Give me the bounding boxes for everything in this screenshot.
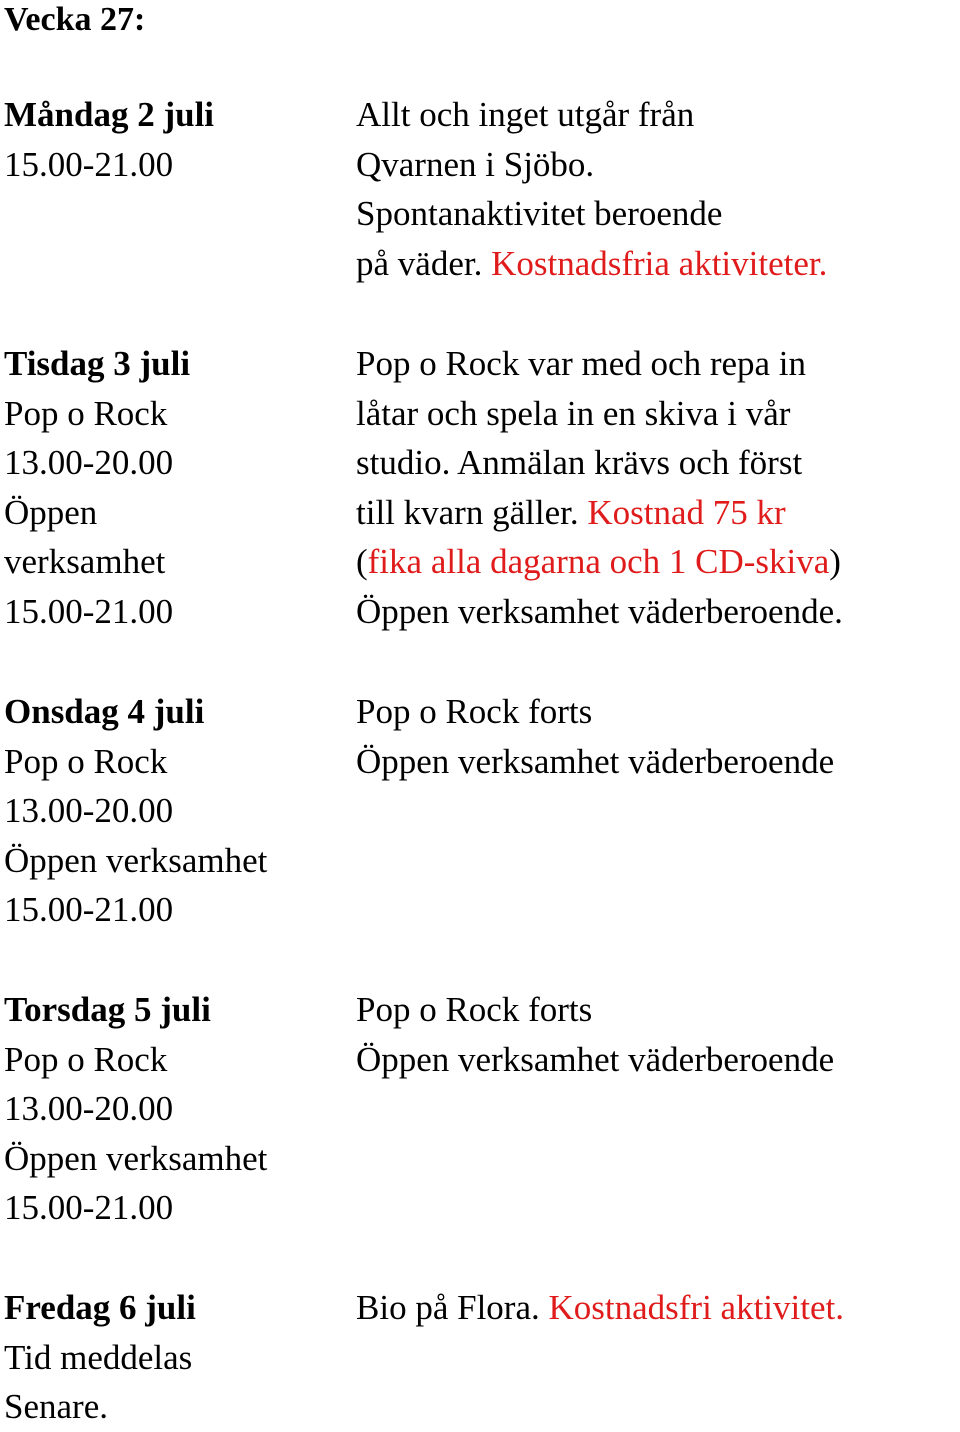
cost-note: Kostnadsfria aktiviteter. bbox=[491, 243, 828, 283]
description-line: Pop o Rock forts bbox=[356, 692, 593, 731]
activity-line: Öppen verksamhet bbox=[4, 1138, 268, 1178]
day-block-thu-left bbox=[4, 985, 344, 1233]
activity-line: Öppen verksamhet bbox=[4, 840, 268, 880]
cost-note: Kostnad 75 kr bbox=[587, 492, 786, 532]
description-line: låtar och spela in en skiva i vår bbox=[356, 393, 791, 433]
description-line bbox=[356, 488, 960, 538]
description-text: Bio på Flora. bbox=[356, 1288, 549, 1327]
activity-line: Pop o Rock bbox=[4, 741, 168, 781]
time-line: 15.00-21.00 bbox=[4, 591, 174, 631]
activity-line: Öppen bbox=[4, 492, 98, 532]
day-block-wed-left bbox=[4, 687, 344, 935]
description-line: Spontanaktivitet beroende bbox=[356, 194, 723, 234]
time-line: 13.00-20.00 bbox=[4, 443, 174, 483]
day-block-mon-left bbox=[4, 90, 344, 189]
week-title: Vecka 27: bbox=[4, 1, 146, 38]
day-heading: Måndag 2 juli bbox=[4, 95, 215, 134]
day-block-tue-left bbox=[4, 339, 344, 637]
description-line: studio. Anmälan krävs och först bbox=[356, 443, 803, 483]
paren-open: ( bbox=[356, 542, 368, 582]
time-line: 15.00-21.00 bbox=[4, 890, 174, 930]
day-block-fri-right bbox=[356, 1283, 960, 1333]
description-line: Allt och inget utgår från bbox=[356, 95, 695, 134]
description-line: Pop o Rock var med och repa in bbox=[356, 344, 807, 383]
activity-line: verksamhet bbox=[4, 542, 166, 582]
description-line bbox=[356, 1283, 960, 1333]
description-line: Qvarnen i Sjöbo. bbox=[356, 144, 595, 184]
day-block-tue-right bbox=[356, 339, 960, 637]
day-heading: Tisdag 3 juli bbox=[4, 344, 191, 383]
day-block-thu-right bbox=[356, 985, 960, 1084]
paren-close: ) bbox=[829, 542, 841, 582]
description-text: till kvarn gäller. bbox=[356, 492, 588, 532]
description-line: Öppen verksamhet väderberoende. bbox=[356, 591, 843, 631]
time-line: 13.00-20.00 bbox=[4, 1089, 174, 1129]
description-line: Öppen verksamhet väderberoende bbox=[356, 1039, 835, 1079]
description-line: Pop o Rock forts bbox=[356, 990, 593, 1029]
day-heading: Onsdag 4 juli bbox=[4, 692, 205, 731]
description-line bbox=[356, 537, 960, 587]
day-block-wed-right bbox=[356, 687, 960, 786]
day-block-mon-right bbox=[356, 90, 960, 288]
time-line: Tid meddelas bbox=[4, 1337, 193, 1377]
day-block-fri-left bbox=[4, 1283, 344, 1432]
day-heading: Torsdag 5 juli bbox=[4, 990, 211, 1029]
description-line: Öppen verksamhet väderberoende bbox=[356, 741, 835, 781]
cost-detail: fika alla dagarna och 1 CD-skiva bbox=[367, 542, 830, 582]
time-line: 15.00-21.00 bbox=[4, 1188, 174, 1228]
activity-line: Pop o Rock bbox=[4, 393, 168, 433]
description-line bbox=[356, 239, 960, 289]
cost-note: Kostnadsfri aktivitet. bbox=[548, 1288, 844, 1327]
activity-line: Pop o Rock bbox=[4, 1039, 168, 1079]
time-line: 13.00-20.00 bbox=[4, 791, 174, 831]
time-line: 15.00-21.00 bbox=[4, 144, 174, 184]
day-heading: Fredag 6 juli bbox=[4, 1288, 196, 1327]
time-line: Senare. bbox=[4, 1387, 108, 1427]
description-text: på väder. bbox=[356, 243, 492, 283]
